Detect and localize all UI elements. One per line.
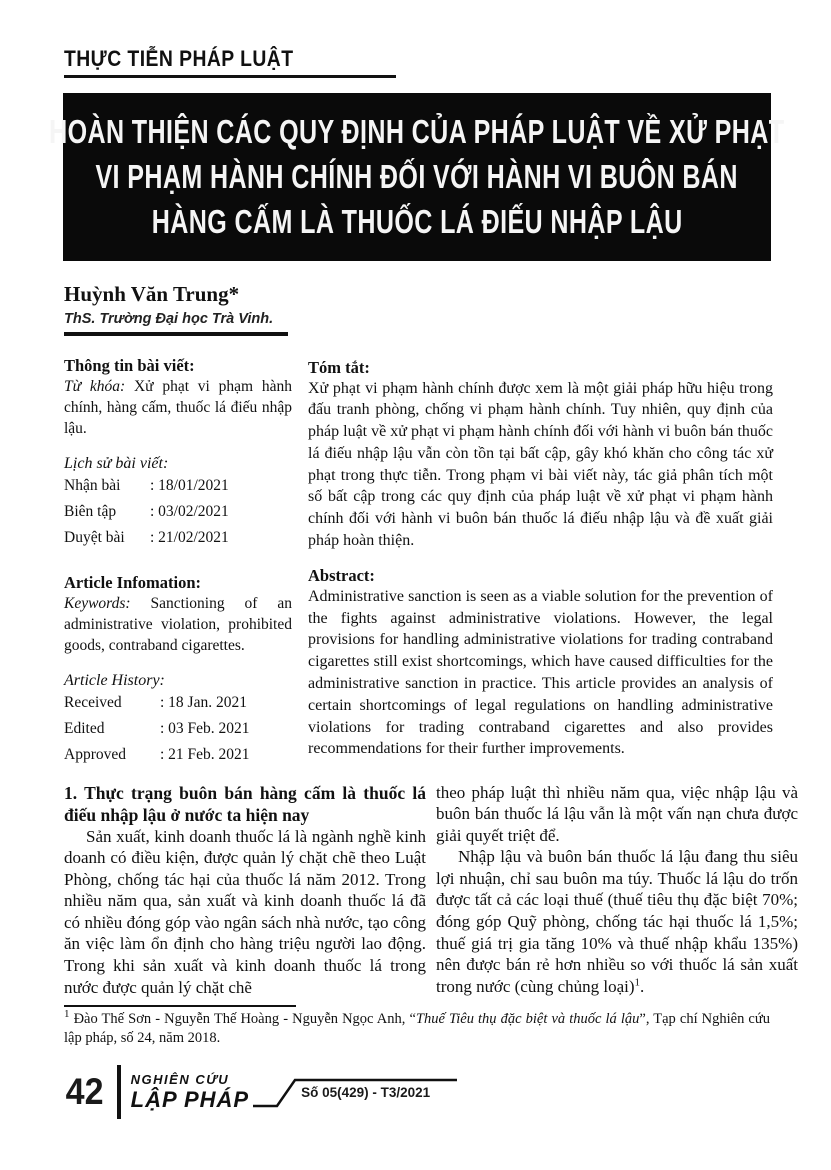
history-value: : 18 Jan. 2021	[160, 693, 247, 711]
article-title-banner	[49, 94, 785, 260]
body-left-column	[64, 782, 426, 999]
keywords-vi-label: Từ khóa:	[64, 377, 126, 395]
history-en-label: Article History:	[64, 671, 165, 689]
section-1-heading: 1. Thực trạng buôn bán hàng cấm là thuốc lá điếu nhập lậu ở nước ta hiện nay	[64, 782, 426, 825]
body-right-paragraph-2-text: Nhập lậu và buôn bán thuốc lá lậu đang thu siêu lợi nhuận, chỉ sau buôn ma túy. Thuốc lá lậu do trốn được tất cả các loại thuế (thuế tiêu thụ đặc biệt 70%; đóng góp Quỹ phòng, chống tác hại thuốc lá 1,5%; thuế giá trị gia tăng 10% và thuế nhập khẩu 135%) nên được bán rẻ hơn nhiều so với thuốc lá sản xuất trong nước (cùng chủng loại)	[436, 847, 798, 996]
keywords-vi	[64, 376, 292, 439]
metadata-section	[64, 356, 773, 768]
abstract-en-text: Administrative sanction is seen as a viable solution for the prevention of the fights against administrative violations. However, the legal provisions for handling administrative violations for trading contraband cigarettes still exist shortcomings, which have caused difficulties for the administrative sanction in practice. This article provides an analysis of certain shortcomings of legal regulations on handling administrative violations for trading contraband cigarettes and also provides recommendations for their further improvements.	[308, 587, 773, 758]
footnote-text-post: ”, Tạp chí Nghiên cứu lập pháp, số 24, năm 2018.	[64, 1011, 770, 1047]
history-label: Nhận bài	[64, 476, 121, 494]
body-right-paragraph-2-period: .	[640, 976, 645, 996]
section-header-label: THỰC TIỄN PHÁP LUẬT	[64, 46, 294, 71]
footnote-text-pre: Đào Thế Sơn - Nguyễn Thế Hoàng - Nguyễn Ngọc Anh, “	[69, 1011, 416, 1028]
history-value: : 21/02/2021	[150, 528, 229, 546]
journal-name-line-1: NGHIÊN CỨU	[130, 1071, 230, 1087]
info-en-heading: Article Infomation:	[64, 572, 202, 592]
history-vi-label: Lịch sử bài viết:	[64, 454, 169, 472]
keywords-vi-text: Xử phạt vi phạm hành chính, hàng cấm, thuốc lá điếu nhập lậu.	[64, 377, 292, 437]
keywords-en-text: Sanctioning of an administrative violation, prohibited goods, contraband cigarettes.	[64, 594, 292, 654]
history-row-received-vi	[64, 473, 292, 499]
article-info-column	[64, 356, 292, 768]
issue-info	[251, 1070, 461, 1114]
history-row-received-en	[64, 690, 292, 716]
body-right-paragraph-2	[436, 846, 798, 997]
author-affiliation: ThS. Trường Đại học Trà Vinh.	[64, 311, 274, 327]
history-value: : 21 Feb. 2021	[160, 745, 250, 763]
footnote-marker: 1	[64, 1008, 70, 1021]
author-name: Huỳnh Văn Trung*	[64, 282, 240, 306]
history-row-approved-en	[64, 742, 292, 768]
section-header	[64, 46, 773, 78]
body-left-paragraph: Sản xuất, kinh doanh thuốc lá là ngành nghề kinh doanh có điều kiện, được quản lý chặt chẽ theo Luật Phòng, chống tác hại của thuốc lá năm 2012. Trong nhiều năm qua, sản xuất và kinh doanh thuốc lá đã có nhiều đóng góp vào ngân sách nhà nước, tạo công ăn việc làm ổn định cho hàng triệu người lao động. Trong khi sản xuất và kinh doanh thuốc lá trong nước được quản lý chặt chẽ	[64, 826, 426, 997]
journal-logo	[131, 1073, 249, 1111]
article-title-line-3: HÀNG CẤM LÀ THUỐC LÁ ĐIẾU NHẬP LẬU	[151, 203, 683, 241]
history-value: : 18/01/2021	[150, 476, 229, 494]
page-footer	[64, 1063, 773, 1121]
history-label: Received	[64, 693, 122, 711]
body-right-column	[436, 782, 798, 999]
history-row-edited-vi	[64, 499, 292, 525]
footer-divider	[117, 1065, 121, 1119]
keywords-en-label: Keywords:	[64, 594, 131, 612]
page-number: 42	[65, 1070, 104, 1112]
footnote-cited-title: Thuế Tiêu thụ đặc biệt và thuốc lá lậu	[415, 1011, 640, 1028]
keywords-en	[64, 593, 292, 656]
issue-label: Số 05(429) - T3/2021	[301, 1084, 431, 1100]
history-value: : 03 Feb. 2021	[160, 719, 250, 737]
article-title-line-1: HOÀN THIỆN CÁC QUY ĐỊNH CỦA PHÁP LUẬT VỀ XỬ PHẠT	[49, 112, 785, 150]
history-label: Approved	[64, 745, 126, 763]
journal-name-line-2: LẬP PHÁP	[130, 1086, 250, 1112]
article-title-line-2: VI PHẠM HÀNH CHÍNH ĐỐI VỚI HÀNH VI BUÔN BÁN	[95, 157, 739, 195]
history-label: Biên tập	[64, 502, 117, 520]
article-body	[64, 782, 798, 999]
abstract-en-heading: Abstract:	[308, 565, 375, 585]
footnote-rule	[64, 1005, 296, 1007]
abstract-vi-text: Xử phạt vi phạm hành chính được xem là một giải pháp hữu hiệu trong đấu tranh phòng, chống vi phạm hành chính. Tuy nhiên, quy định của pháp luật về xử phạt vi phạm hành chính đối với hành vi buôn bán thuốc lá điếu nhập lậu vẫn còn tồn tại bất cập, gây khó khăn cho công tác xử phạt trong thực tiễn. Trong phạm vi bài viết này, tác giả phân tích một số bất cập trong các quy định của pháp luật về xử phạt vi phạm hành chính đối với hành vi buôn bán thuốc lá điếu nhập lậu và đề xuất giải pháp hoàn thiện.	[308, 379, 773, 550]
footnote-reference: 1	[634, 976, 641, 989]
history-row-edited-en	[64, 716, 292, 742]
info-vi-heading: Thông tin bài viết:	[64, 355, 195, 375]
abstract-column	[308, 356, 773, 768]
history-label: Duyệt bài	[64, 528, 125, 546]
author-block	[64, 282, 773, 336]
history-row-approved-vi	[64, 525, 292, 551]
abstract-vi-heading: Tóm tắt:	[308, 357, 370, 377]
body-right-paragraph-1: theo pháp luật thì nhiều năm qua, việc nhập lậu và buôn bán thuốc lá lậu vẫn là một vấn nạn chưa được giải quyết triệt để.	[436, 782, 798, 845]
section-header-rule	[64, 75, 396, 78]
footnote	[64, 1010, 770, 1048]
author-rule	[64, 332, 288, 336]
history-label: Edited	[64, 719, 105, 737]
history-value: : 03/02/2021	[150, 502, 229, 520]
